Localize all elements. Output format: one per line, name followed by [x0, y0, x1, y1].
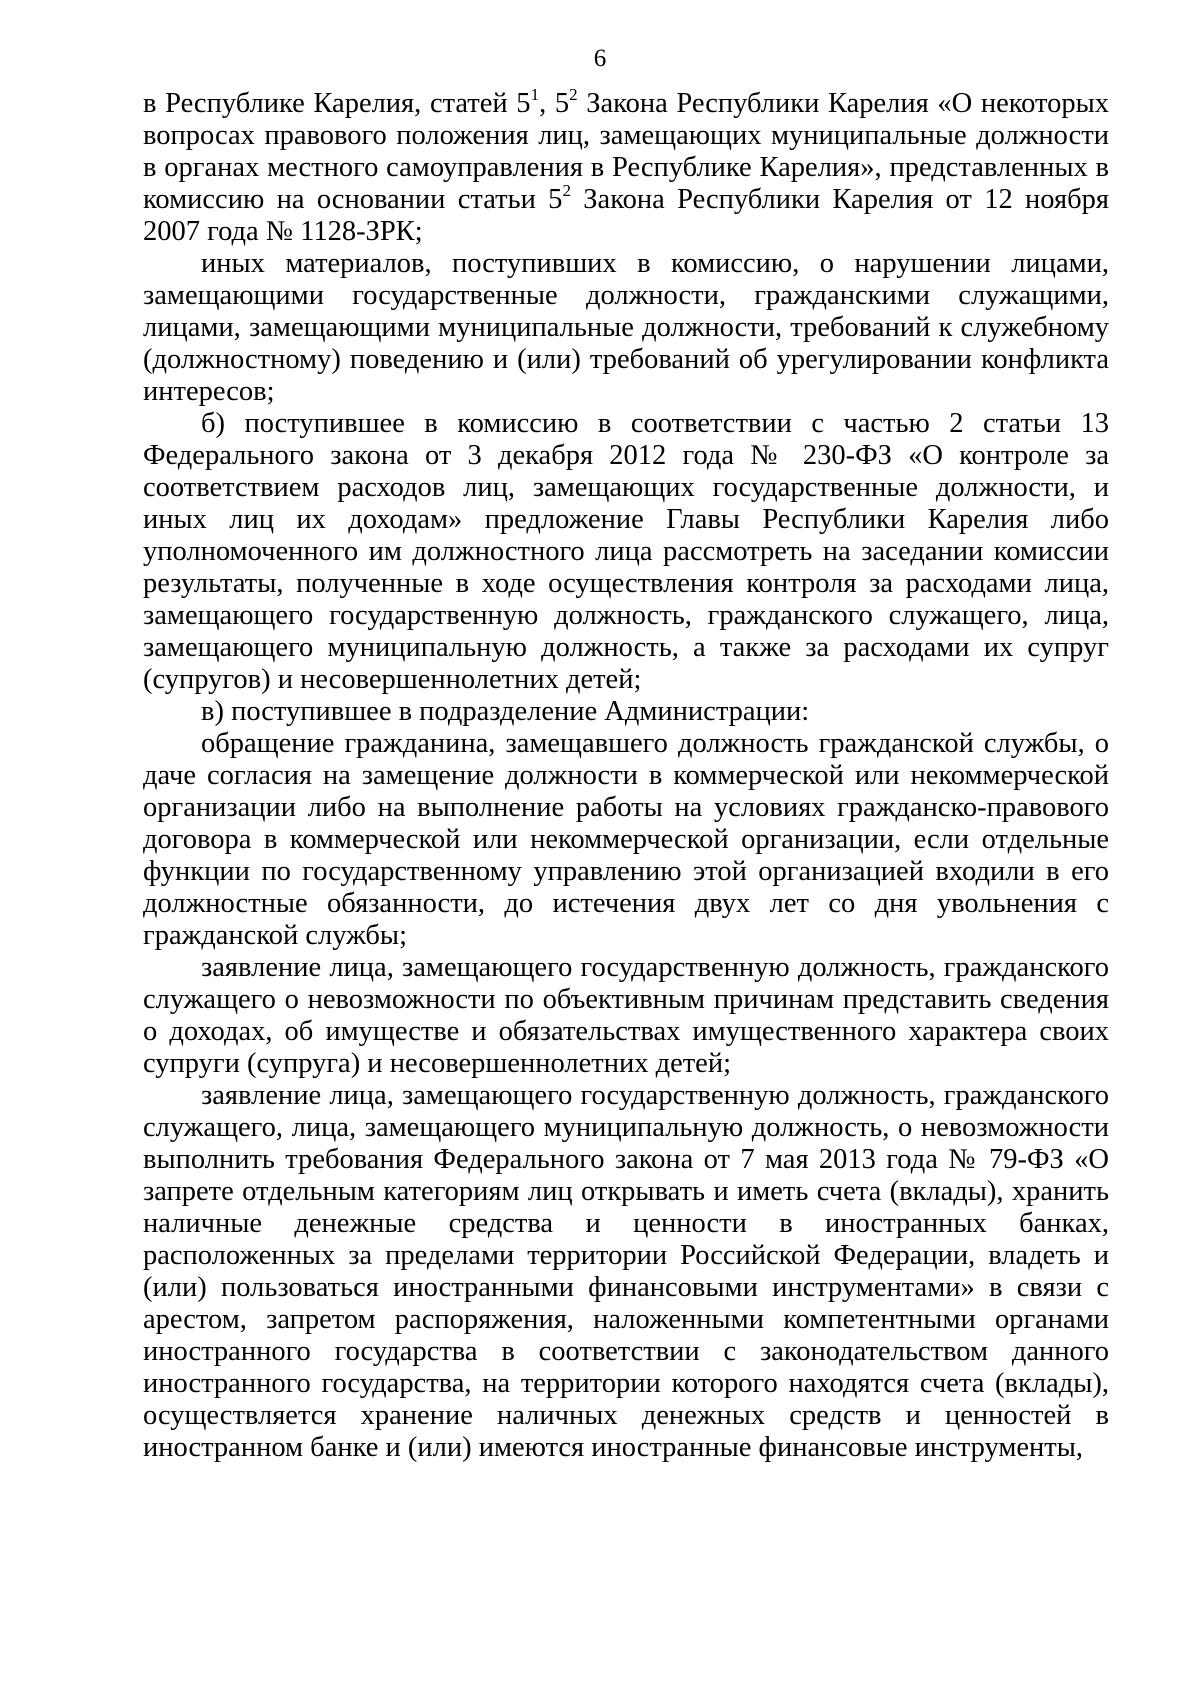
page-number: 6 — [593, 45, 607, 72]
text-run: заявление лица, замещающего государственную должность, гражданского служащего, лица, замещающего муниципальную должность, о невозможности выполнить требования Федерального закона от 7 мая 2013 года № 79-ФЗ «О запрете отдельным категориям лиц открывать и иметь счета (вклады), хранить наличные денежные средства и ценности в иностранных банках, расположенных за пределами территории Российской Федерации, владеть и (или) пользоваться иностранными финансовыми инструментами» в связи с арестом, запретом распоряжения, наложенными компетентными органами иностранного государства в соответствии с законодательством данного иностранного государства, на территории которого находятся счета (вклады), осуществляется хранение наличных денежных средств и ценностей в иностранном банке и (или) имеются иностранные финансовые инструменты, — [143, 1080, 1109, 1463]
paragraph — [143, 85, 1110, 248]
text-run: иных материалов, поступивших в комиссию, о нарушении лицами, замещающими государственные должности, гражданскими служащими, лицами, замещающими муниципальные должности, требований к служебному (должностному) поведению и (или) требований об урегулировании конфликта интересов; — [143, 248, 1109, 407]
text-run: Закона Республики Карелия от 12 ноября 2007 года № 1128-ЗРК; — [143, 184, 1109, 247]
text-run: в) поступившее в подразделение Администрации: — [201, 696, 810, 727]
paragraph — [143, 728, 1109, 952]
paragraph — [143, 248, 1109, 408]
paragraph — [143, 696, 1109, 728]
paragraph — [143, 408, 1109, 696]
text-run: обращение гражданина, замещавшего должность гражданской службы, о даче согласия на замещение должности в коммерческой или некоммерческой организации либо на выполнение работы на условиях гражданско-правового договора в коммерческой или некоммерческой организации, если отдельные функции по государственному управлению этой организацией входили в его должностные обязанности, до истечения двух лет со дня увольнения с гражданской службы; — [143, 728, 1109, 951]
paragraph — [143, 952, 1109, 1080]
text-run: б) поступившее в комиссию в соответствии с частью 2 статьи 13 Федерального закона от 3 декабря 2012 года № 230-ФЗ «О контроле за соответствием расходов лиц, замещающих государственные должности, и иных лиц их доходам» предложение Главы Республики Карелия либо уполномоченного им должностного лица рассмотреть на заседании комиссии результаты, полученные в ходе осуществления контроля за расходами лица, замещающего государственную должность, гражданского служащего, лица, замещающего муниципальную должность, а также за расходами их супруг (супругов) и несовершеннолетних детей; — [143, 408, 1109, 695]
text-run: заявление лица, замещающего государственную должность, гражданского служащего о невозможности по объективным причинам представить сведения о доходах, об имуществе и обязательствах имущественного характера своих супруги (супруга) и несовершеннолетних детей; — [143, 952, 1109, 1079]
text-run: в Республике Карелия, статей 5 — [143, 88, 531, 119]
document-body — [143, 85, 1110, 1464]
text-run: Закона Республики Карелия «О некоторых вопросах правового положения лиц, замещающих муниципальные должности в органах местного самоуправления в Республике Карелия», представленных в комиссию на основании статьи 5 — [143, 88, 1110, 215]
text-run: , 5 — [539, 88, 570, 119]
paragraph — [143, 1080, 1109, 1464]
superscript: 2 — [562, 181, 571, 200]
superscript: 1 — [530, 85, 540, 104]
superscript: 2 — [569, 85, 578, 104]
